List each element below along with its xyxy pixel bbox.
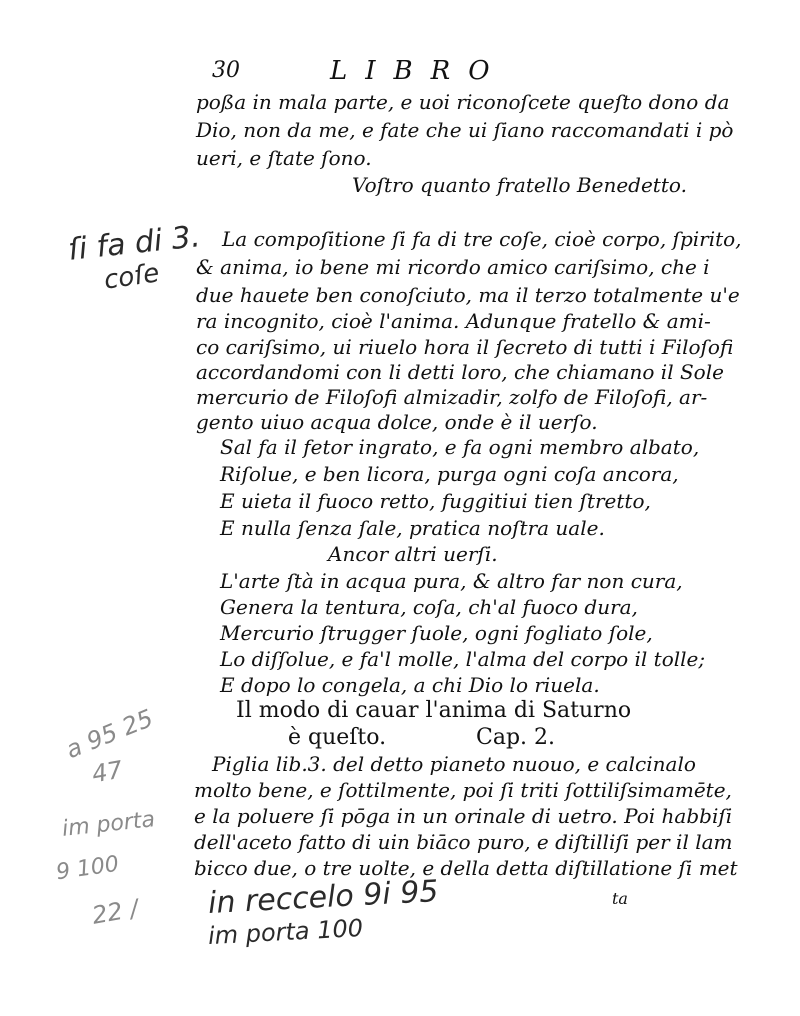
running-title: LIBRO	[330, 56, 508, 86]
paragraph-line: molto bene, e ſottilmente, poi ſi triti ſottiliſsimamēte,	[194, 778, 732, 802]
verse-line: Lo diſſolue, e fa'l molle, l'alma del corpo il tolle;	[220, 647, 706, 671]
letter-line: poßa in mala parte, e uoi riconoſcete queſto dono da	[196, 90, 730, 114]
margin-scribble: 22 /	[89, 894, 141, 930]
running-head	[200, 56, 650, 90]
verse-line: L'arte ſtà in acqua pura, & altro far non cura,	[220, 569, 683, 593]
letter-line: ueri, e ſtate ſono.	[196, 146, 372, 170]
letter-signature: Voſtro quanto fratello Benedetto.	[352, 173, 687, 197]
paragraph-line: due hauete ben conoſciuto, ma il terzo totalmente u'e	[196, 283, 740, 307]
verse-line: Sal fa il fetor ingrato, e fa ogni membro albato,	[220, 435, 700, 459]
verse-line: Genera la tentura, coſa, ch'al fuoco dura,	[220, 595, 638, 619]
verse-heading: Ancor altri uerſi.	[328, 542, 498, 566]
margin-note: coſe	[102, 258, 162, 296]
verse-line: Riſolue, e ben licora, purga ogni coſa ancora,	[220, 462, 679, 486]
verse-line: E dopo lo congela, a chi Dio lo riuela.	[220, 673, 600, 697]
paragraph-line: gento uiuo acqua dolce, onde è il uerſo.	[196, 410, 598, 434]
paragraph-line: & anima, io bene mi ricordo amico cariſsimo, che i	[196, 255, 710, 279]
paragraph-line: bicco due, o tre uolte, e della detta diſtillatione ſi met	[194, 856, 738, 880]
margin-scribble: a 95 25	[62, 703, 157, 765]
bottom-note: im porta 100	[207, 913, 364, 951]
paragraph-line: ra incognito, cioè l'anima. Adunque fratello & ami-	[196, 309, 711, 333]
paragraph-line: Piglia lib.3. del detto pianeto nuouo, e calcinalo	[212, 752, 696, 776]
paragraph-line: mercurio de Filoſofi almizadir, zolfo de Filoſofi, ar-	[196, 385, 708, 409]
paragraph-line: e la poluere ſi pōga in un orinale di uetro. Poi habbiſi	[194, 804, 733, 828]
margin-note: ſi fa di 3.	[66, 219, 202, 268]
paragraph-line: co cariſsimo, ui riuelo hora il ſecreto di tutti i Filoſofi	[196, 335, 734, 359]
chapter-title-continued: è queſto.	[288, 725, 387, 750]
verse-line: E uieta il fuoco retto, fuggitiui tien ſtretto,	[220, 489, 651, 513]
paragraph-line: dell'aceto fatto di uin biāco puro, e diſtilliſi per il lam	[194, 830, 733, 854]
verse-line: Mercurio ſtrugger ſuole, ogni fogliato ſole,	[220, 621, 653, 645]
margin-scribble: 9 100	[54, 851, 121, 886]
paragraph-line: La compoſitione ſi fa di tre coſe, cioè corpo, ſpirito,	[222, 227, 742, 251]
catchword: ta	[612, 889, 628, 908]
chapter-title: Il modo di cauar l'anima di Saturno	[236, 698, 632, 723]
verse-line: E nulla ſenza ſale, pratica noſtra uale.	[220, 516, 605, 540]
margin-scribble: 47	[89, 755, 125, 789]
letter-line: Dio, non da me, e fate che ui ſiano raccomandati i pò	[196, 118, 734, 142]
margin-scribble: im porta	[60, 807, 157, 842]
page-number: 30	[212, 58, 240, 83]
paragraph-line: accordandomi con li detti loro, che chiamano il Sole	[196, 360, 724, 384]
chapter-label: Cap. 2.	[476, 725, 556, 750]
bottom-note: in reccelo 9i 95	[207, 873, 440, 922]
